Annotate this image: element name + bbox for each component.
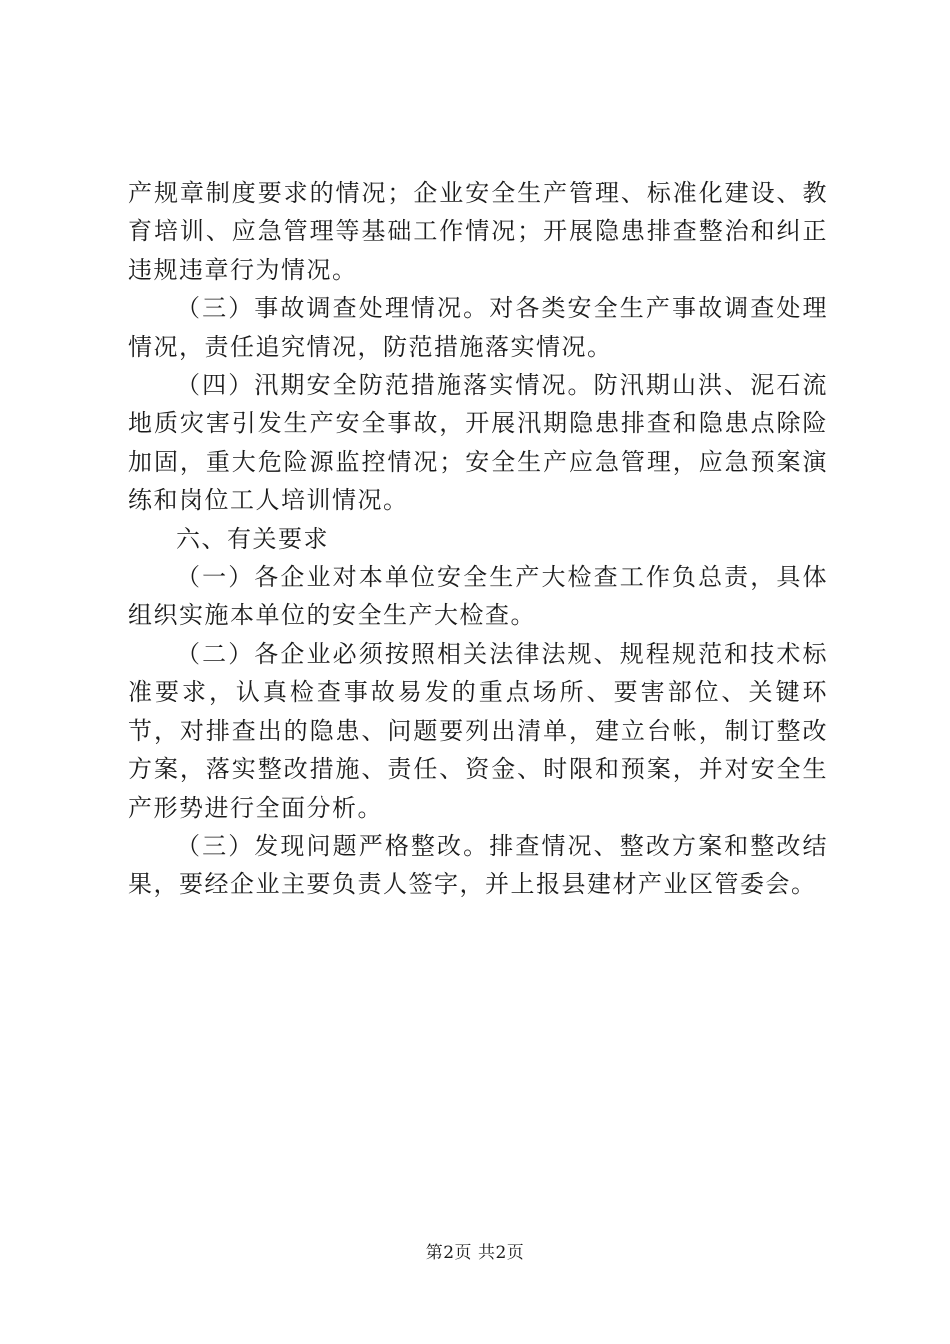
- paragraph-continuation: 产规章制度要求的情况；企业安全生产管理、标准化建设、教育培训、应急管理等基础工作情况；开展隐患排查整治和纠正违规违章行为情况。: [128, 179, 828, 284]
- requirement-item-1: （一）各企业对本单位安全生产大检查工作负总责，具体组织实施本单位的安全生产大检查。: [128, 563, 828, 630]
- paragraph-item-4: （四）汛期安全防范措施落实情况。防汛期山洪、泥石流地质灾害引发生产安全事故，开展汛期隐患排查和隐患点除险加固，重大危险源监控情况；安全生产应急管理，应急预案演练和岗位工人培训情况。: [128, 371, 828, 515]
- requirement-item-3: （三）发现问题严格整改。排查情况、整改方案和整改结果，要经企业主要负责人签字，并上报县建材产业区管委会。: [128, 831, 828, 899]
- requirement-item-2: （二）各企业必须按照相关法律法规、规程规范和技术标准要求，认真检查事故易发的重点场所、要害部位、关键环节，对排查出的隐患、问题要列出清单，建立台帐，制订整改方案，落实整改措施、责任、资金、时限和预案，并对安全生产形势进行全面分析。: [128, 639, 828, 822]
- document-body: [128, 174, 828, 904]
- page-number-footer: 第2页 共2页: [425, 1243, 525, 1263]
- paragraph-item-3: （三）事故调查处理情况。对各类安全生产事故调查处理情况，责任追究情况，防范措施落实情况。: [128, 294, 828, 361]
- section-heading-6: 六、有关要求: [176, 524, 329, 553]
